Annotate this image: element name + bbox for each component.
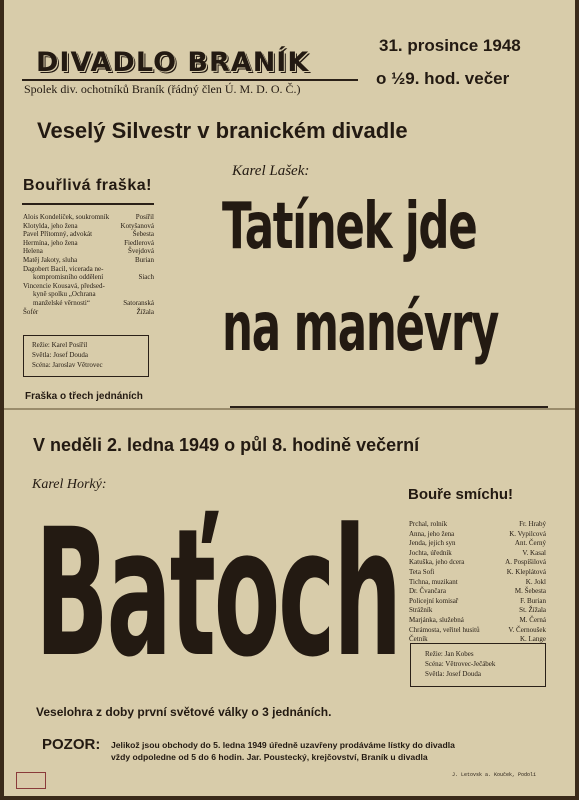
cast-row: Dr. Čvančara M. Šebesta [409,587,546,596]
cast-row: Hermína, jeho žena Fiedlerová [23,238,154,247]
play1-title-line2: na manévry [222,288,499,367]
cast-row: Tichna, muzikant K. Jokl [409,577,546,586]
cast-row: Teta Sofi K. Kleplátová [409,567,546,576]
theater-name: DIVADLO BRANÍK [36,47,310,78]
cast-row: Vincencie Kousavá, předsed- [23,281,105,290]
play1-credits-box [23,335,149,377]
cast-row: Klotylda, jeho žena Kotyšanová [23,221,154,230]
cast-row: Dagobert Bacil, vicerada ne- [23,264,104,273]
cast-row: manželské věrnosti“ Satoranská [33,298,154,307]
cast-row: Policejní komisař F. Burian [409,596,546,605]
cast-row: Strážník St. Žížala [409,606,546,615]
performance-date: 31. prosince 1948 [379,36,521,55]
cast-row: Prchal, rolník Fr. Hrabý [409,520,546,528]
header-rule [22,79,358,81]
cast-row: Jenda, jejich syn Ant. Černý [409,539,546,548]
printer-credit: J. Letovsk a. Kouček, Podolí [452,772,537,778]
theater-name-banner [22,47,360,83]
play1-cast-list [23,213,154,316]
cast-row: Pavel Přítomný, advokát Šebesta [23,230,154,239]
credit-line: Režie: Jan Kobes [425,650,474,658]
section-divider [230,406,548,408]
play2-cast-list [409,520,546,645]
performance-time: o ½9. hod. večer [376,69,510,88]
play2-title: Baťoch [35,491,400,696]
cast-row: Katuška, jeho dcera A. Pospíšilová [409,558,546,567]
play2-credits-box [410,643,546,687]
cast-row: kompromisního oddělení Siach [33,273,154,282]
cast-row: Marjánka, služebná M. Černá [409,615,546,624]
credit-line: Scéna: Větrovec-Ječábek [425,660,496,668]
play2-tagline: Bouře smíchu! [408,486,514,503]
theater-subtitle: Spolek div. ochotníků Braník (řádný člen Ú. M. D. O. Č.) [24,82,301,96]
play2-author: Karel Horký: [32,477,107,492]
play1-title-line1: Tatínek jde [222,190,477,264]
notice-line-1: Jelikož jsou obchody do 5. ledna 1949 úředně uzavřeny prodáváme lístky do divadla [111,740,455,750]
fold-divider [4,408,575,410]
cast-row: Šofér Žížala [23,307,154,316]
cast-row: Alois Kondelíček, soukromník Posířil [23,213,154,221]
cast-row: Chrámosta, veřitel husitů V. Černoušek [409,625,546,634]
play2-banner: V neděli 2. ledna 1949 o půl 8. hodině večerní [33,435,420,455]
cast-row: kyně spolku „Ochrana [33,290,96,299]
library-stamp [16,772,46,789]
cast-row: Četník K. Lange [409,635,546,644]
cast-row: Anna, jeho žena K. Vypilcová [409,529,546,538]
play2-genre: Veselohra z doby první světové války o 3 jednáních. [36,705,332,719]
cast-row: Helena Švejdová [23,247,154,256]
cast-row: Matěj Jakoty, sluha Burian [23,255,154,264]
play1-author: Karel Lašek: [232,163,310,179]
cast-row: Jochta, úředník V. Kasal [409,548,546,557]
notice-label: POZOR: [42,736,101,753]
play1-banner: Veselý Silvestr v branickém divadle [37,118,408,143]
play1-tagline: Bouřlivá fraška! [23,177,152,194]
credit-line: Světla: Josef Douda [425,670,481,678]
notice-line-2: vždy odpoledne od 5 do 6 hodin. Jar. Poustecký, krejčovství, Braník u divadla [111,752,428,762]
play1-tagline-rule [22,203,154,205]
credit-line: Režie: Karel Posířil [32,341,88,349]
credit-line: Scéna: Jaroslav Větrovec [32,361,103,369]
play1-genre: Fraška o třech jednáních [25,391,143,402]
credit-line: Světla: Josef Douda [32,351,88,359]
